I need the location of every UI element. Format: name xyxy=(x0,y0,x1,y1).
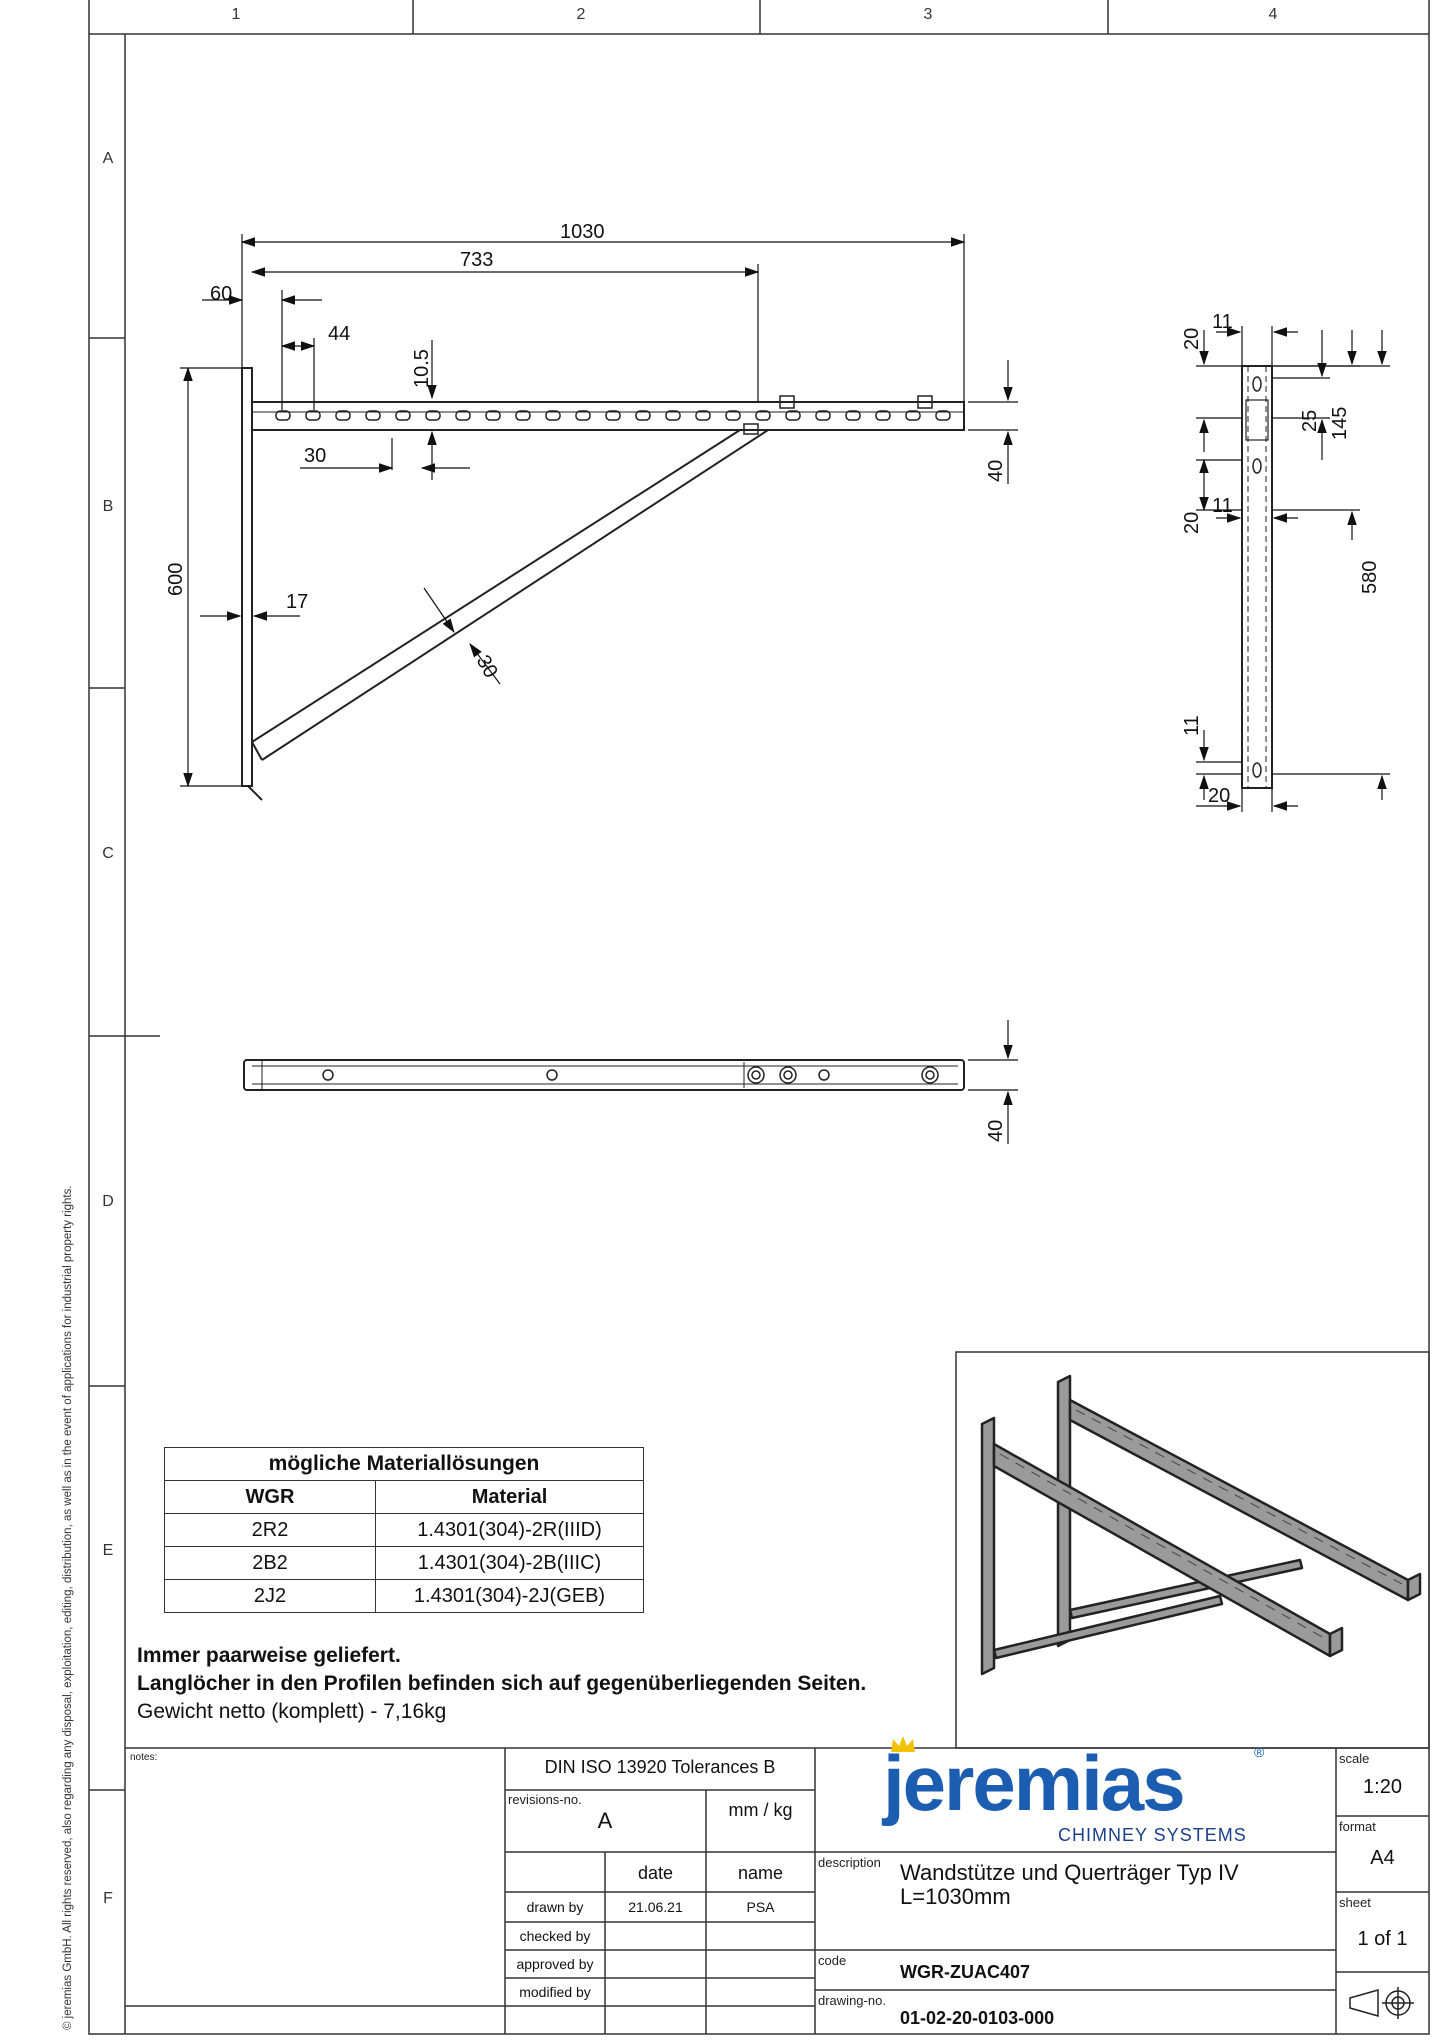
name-header: name xyxy=(737,1863,784,1883)
front-dimensions xyxy=(180,234,1018,786)
dim-40-top: 40 xyxy=(985,1119,1007,1142)
dim-side-580: 580 xyxy=(1359,560,1381,594)
dim-1030: 1030 xyxy=(560,221,605,243)
material-cell-material: 1.4301(304)-2B(IIIC) xyxy=(376,1547,644,1580)
logo-chimney-systems: CHIMNEY SYSTEMS xyxy=(1058,1825,1247,1845)
title-block-frame xyxy=(125,1748,1429,2034)
zone-column-3: 3 xyxy=(923,6,933,23)
drawn-by-label: drawn by xyxy=(526,1899,584,1915)
approved-by-label: approved by xyxy=(516,1956,594,1972)
dim-side-11-mid: 11 xyxy=(1212,495,1233,517)
drawn-date: 21.06.21 xyxy=(628,1899,683,1915)
revisions-label: revisions-no. xyxy=(508,1792,582,1807)
date-header: date xyxy=(637,1863,674,1883)
dim-44: 44 xyxy=(328,323,351,345)
side-dimension-labels xyxy=(1181,311,1381,807)
material-header-wgr: WGR xyxy=(165,1481,376,1514)
iso-view xyxy=(982,1376,1420,1674)
logo-jeremias: jeremias xyxy=(883,1739,1184,1827)
front-dimension-labels xyxy=(165,221,1007,682)
zone-column-4: 4 xyxy=(1268,6,1278,23)
description-line-1: Wandstütze und Querträger Typ IV xyxy=(900,1860,1239,1885)
notes-label: notes: xyxy=(130,1752,158,1763)
description-label: description xyxy=(818,1855,881,1870)
zone-row-a: A xyxy=(102,150,114,167)
table-row xyxy=(165,1514,644,1547)
dim-side-20-top: 20 xyxy=(1181,327,1203,350)
tolerances: DIN ISO 13920 Tolerances B xyxy=(544,1757,776,1777)
material-header-material: Material xyxy=(376,1481,644,1514)
dim-side-20-mid: 20 xyxy=(1181,511,1203,534)
side-view xyxy=(1242,366,1272,788)
dim-side-11-top: 11 xyxy=(1212,311,1233,333)
material-cell-wgr: 2B2 xyxy=(165,1547,376,1580)
note-net-weight: Gewicht netto (komplett) - 7,16kg xyxy=(137,1700,447,1723)
zone-row-d: D xyxy=(102,1193,114,1210)
material-cell-material: 1.4301(304)-2J(GEB) xyxy=(376,1580,644,1613)
dim-10-5: 10.5 xyxy=(411,349,433,388)
dim-60: 60 xyxy=(210,283,233,305)
material-table xyxy=(164,1447,644,1613)
note-slotted-holes: Langlöcher in den Profilen befinden sich auf gegenüberliegenden Seiten. xyxy=(137,1672,867,1695)
scale-value: 1:20 xyxy=(1363,1776,1402,1798)
dim-side-20-bottom: 20 xyxy=(1208,785,1231,807)
dim-40-front: 40 xyxy=(985,459,1007,482)
material-table-title: mögliche Materiallösungen xyxy=(165,1448,644,1481)
sheet-value: 1 of 1 xyxy=(1357,1928,1408,1950)
projection-symbol-icon xyxy=(1350,1987,1414,2019)
revision-value: A xyxy=(597,1808,613,1833)
format-label: format xyxy=(1339,1819,1376,1834)
logo-registered-mark: ® xyxy=(1254,1744,1265,1760)
dim-733: 733 xyxy=(460,249,494,271)
material-cell-wgr: 2J2 xyxy=(165,1580,376,1613)
dim-side-145: 145 xyxy=(1329,406,1351,440)
zone-column-1: 1 xyxy=(231,6,241,23)
iso-frame xyxy=(956,1352,1429,1748)
dim-side-11-bottom: 11 xyxy=(1181,715,1203,736)
sheet-frame xyxy=(89,0,1429,2034)
dim-side-25: 25 xyxy=(1299,409,1321,432)
top-view xyxy=(244,1060,964,1090)
format-value: A4 xyxy=(1370,1847,1395,1869)
dim-30-strut: 30 xyxy=(471,651,502,682)
modified-by-label: modified by xyxy=(519,1984,591,2000)
dim-17: 17 xyxy=(286,591,309,613)
code-label: code xyxy=(818,1953,847,1968)
material-cell-wgr: 2R2 xyxy=(165,1514,376,1547)
front-view xyxy=(242,368,964,800)
zone-row-c: C xyxy=(102,845,114,862)
units: mm / kg xyxy=(728,1800,793,1820)
table-row xyxy=(165,1580,644,1613)
dim-600: 600 xyxy=(165,562,187,596)
drawn-name: PSA xyxy=(746,1899,775,1915)
dim-30-slot: 30 xyxy=(304,445,327,467)
drawing-no-label: drawing-no. xyxy=(818,1993,886,2008)
copyright-notice: © jeremias GmbH. All rights reserved, also regarding any disposal, exploitation, editing, distribution, as well as in the event of applications for industrial property rights. xyxy=(62,1185,74,2030)
drawing-no-value: 01-02-20-0103-000 xyxy=(900,2008,1055,2028)
zone-column-2: 2 xyxy=(576,6,586,23)
note-delivered-in-pairs: Immer paarweise geliefert. xyxy=(137,1644,401,1667)
sheet-label: sheet xyxy=(1339,1895,1371,1910)
description-line-2: L=1030mm xyxy=(900,1884,1011,1909)
code-value: WGR-ZUAC407 xyxy=(900,1962,1031,1982)
scale-label: scale xyxy=(1339,1751,1370,1766)
zone-row-e: E xyxy=(102,1542,114,1559)
material-cell-material: 1.4301(304)-2R(IIID) xyxy=(376,1514,644,1547)
table-row xyxy=(165,1547,644,1580)
zone-row-f: F xyxy=(103,1890,113,1907)
zone-row-b: B xyxy=(102,498,114,515)
checked-by-label: checked by xyxy=(519,1928,591,1944)
